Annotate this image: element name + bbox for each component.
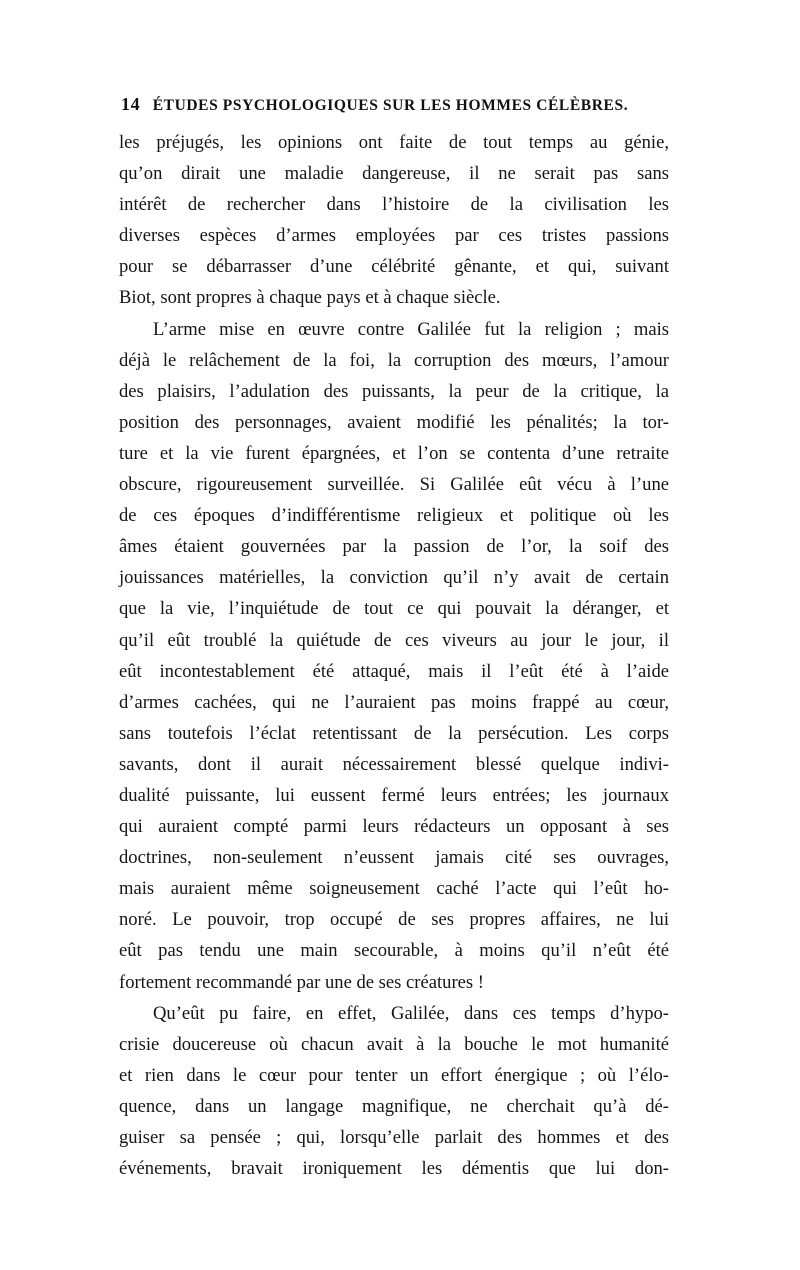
text-line: diverses espèces d’armes employées par ces tristes passions — [119, 225, 669, 247]
text-line: savants, dont il aurait nécessairement blessé quelque indivi- — [119, 753, 669, 775]
text-line: fortement recommandé par une de ses créatures ! — [119, 971, 484, 993]
text-line: mais auraient même soigneusement caché l’acte qui l’eût ho- — [119, 878, 669, 900]
text-line: quence, dans un langage magnifique, ne cherchait qu’à dé- — [119, 1095, 669, 1117]
running-title: ÉTUDES PSYCHOLOGIQUES SUR LES HOMMES CÉLÈBRES. — [152, 97, 629, 114]
text-line: les préjugés, les opinions ont faite de tout temps au génie, — [119, 132, 669, 153]
paragraph-2 — [119, 314, 669, 998]
text-line: d’armes cachées, qui ne l’auraient pas moins frappé au cœur, — [119, 691, 669, 713]
text-line: ture et la vie furent épargnées, et l’on se contenta d’une retraite — [119, 442, 669, 464]
text-line: âmes étaient gouvernées par la passion de l’or, la soif des — [119, 536, 669, 558]
text-line: position des personnages, avaient modifié les pénalités; la tor- — [119, 411, 669, 433]
paragraph-3 — [119, 998, 669, 1185]
text-line: doctrines, non-seulement n’eussent jamais cité ses ouvrages, — [119, 847, 669, 869]
text-line: et rien dans le cœur pour tenter un effort énergique ; où l’élo- — [119, 1064, 669, 1086]
text-line: dualité puissante, lui eussent fermé leurs entrées; les journaux — [119, 784, 669, 806]
text-line: déjà le relâchement de la foi, la corruption des mœurs, l’amour — [119, 349, 669, 371]
paragraph-1 — [119, 127, 669, 314]
text-line: jouissances matérielles, la conviction qu’il n’y avait de certain — [119, 567, 669, 589]
text-line: qui auraient compté parmi leurs rédacteurs un opposant à ses — [119, 816, 669, 838]
text-line: L’arme mise en œuvre contre Galilée fut la religion ; mais — [153, 318, 669, 340]
text-line: que la vie, l’inquiétude de tout ce qui pouvait la déranger, et — [119, 598, 669, 620]
text-line: sans toutefois l’éclat retentissant de la persécution. Les corps — [119, 722, 669, 744]
page-number: 14 — [121, 94, 141, 114]
text-line: guiser sa pensée ; qui, lorsqu’elle parlait des hommes et des — [119, 1127, 669, 1148]
text-line: eût incontestablement été attaqué, mais il l’eût été à l’aide — [119, 660, 669, 682]
text-line: obscure, rigoureusement surveillée. Si Galilée eût vécu à l’une — [119, 474, 669, 496]
body-text — [119, 127, 669, 1184]
text-line: pour se débarrasser d’une célébrité gênante, et qui, suivant — [119, 256, 669, 278]
text-line: Biot, sont propres à chaque pays et à chaque siècle. — [119, 287, 501, 309]
text-line: eût pas tendu une main secourable, à moins qu’il n’eût été — [119, 940, 669, 962]
text-line: crisie doucereuse où chacun avait à la bouche le mot humanité — [119, 1033, 669, 1055]
text-line: qu’on dirait une maladie dangereuse, il ne serait pas sans — [119, 163, 669, 185]
text-line: événements, bravait ironiquement les démentis que lui don- — [119, 1158, 669, 1180]
text-line: qu’il eût troublé la quiétude de ces viveurs au jour le jour, il — [119, 629, 669, 651]
running-header — [121, 94, 681, 124]
text-line: intérêt de rechercher dans l’histoire de la civilisation les — [119, 194, 669, 216]
text-line: noré. Le pouvoir, trop occupé de ses propres affaires, ne lui — [119, 909, 669, 931]
text-line: des plaisirs, l’adulation des puissants, la peur de la critique, la — [119, 380, 669, 402]
text-line: Qu’eût pu faire, en effet, Galilée, dans ces temps d’hypo- — [153, 1002, 669, 1024]
text-line: de ces époques d’indifférentisme religieux et politique où les — [119, 505, 669, 527]
